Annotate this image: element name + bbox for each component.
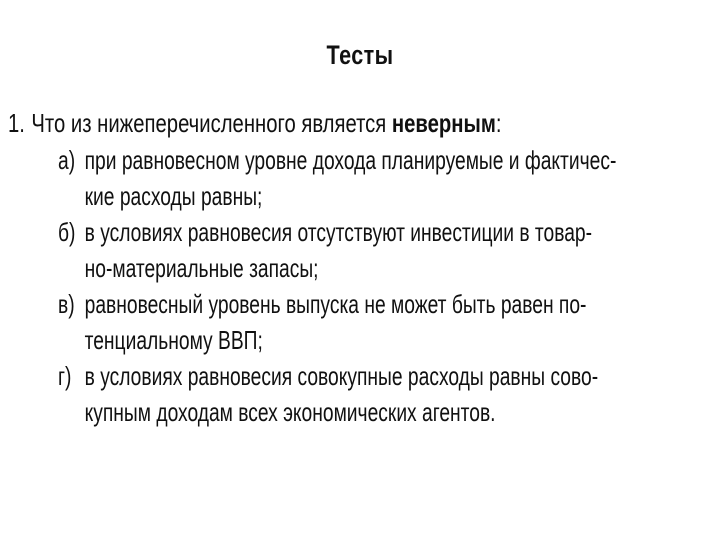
answer-option-b	[58, 214, 592, 286]
answer-option-d	[58, 358, 598, 430]
option-line-2: но-материальные запасы;	[84, 253, 319, 283]
option-letter: г)	[58, 361, 72, 391]
option-line-1: равновесный уровень выпуска не может быть равен по-	[84, 289, 587, 319]
option-letter: а)	[58, 145, 76, 175]
question-text-after: :	[495, 108, 502, 138]
option-letter: б)	[58, 217, 76, 247]
slide-title: Тесты	[326, 40, 394, 70]
question-text-before: Что из нижеперечисленного является	[31, 108, 392, 138]
question-emphasis: неверным	[391, 108, 496, 138]
option-letter: в)	[58, 289, 75, 319]
option-line-1: при равновесном уровне дохода планируемые и фактичес-	[84, 145, 617, 175]
option-line-2: купным доходам всех экономических агентов.	[84, 397, 496, 427]
option-line-1: в условиях равновесия совокупные расходы равны сово-	[84, 361, 599, 391]
question-text	[8, 104, 554, 142]
answer-option-c	[58, 286, 586, 358]
option-line-2: кие расходы равны;	[84, 181, 263, 211]
answer-option-a	[58, 142, 616, 214]
question-number: 1.	[8, 108, 25, 138]
option-line-1: в условиях равновесия отсутствуют инвестиции в товар-	[84, 217, 593, 247]
option-line-2: тенциальному ВВП;	[84, 325, 263, 355]
